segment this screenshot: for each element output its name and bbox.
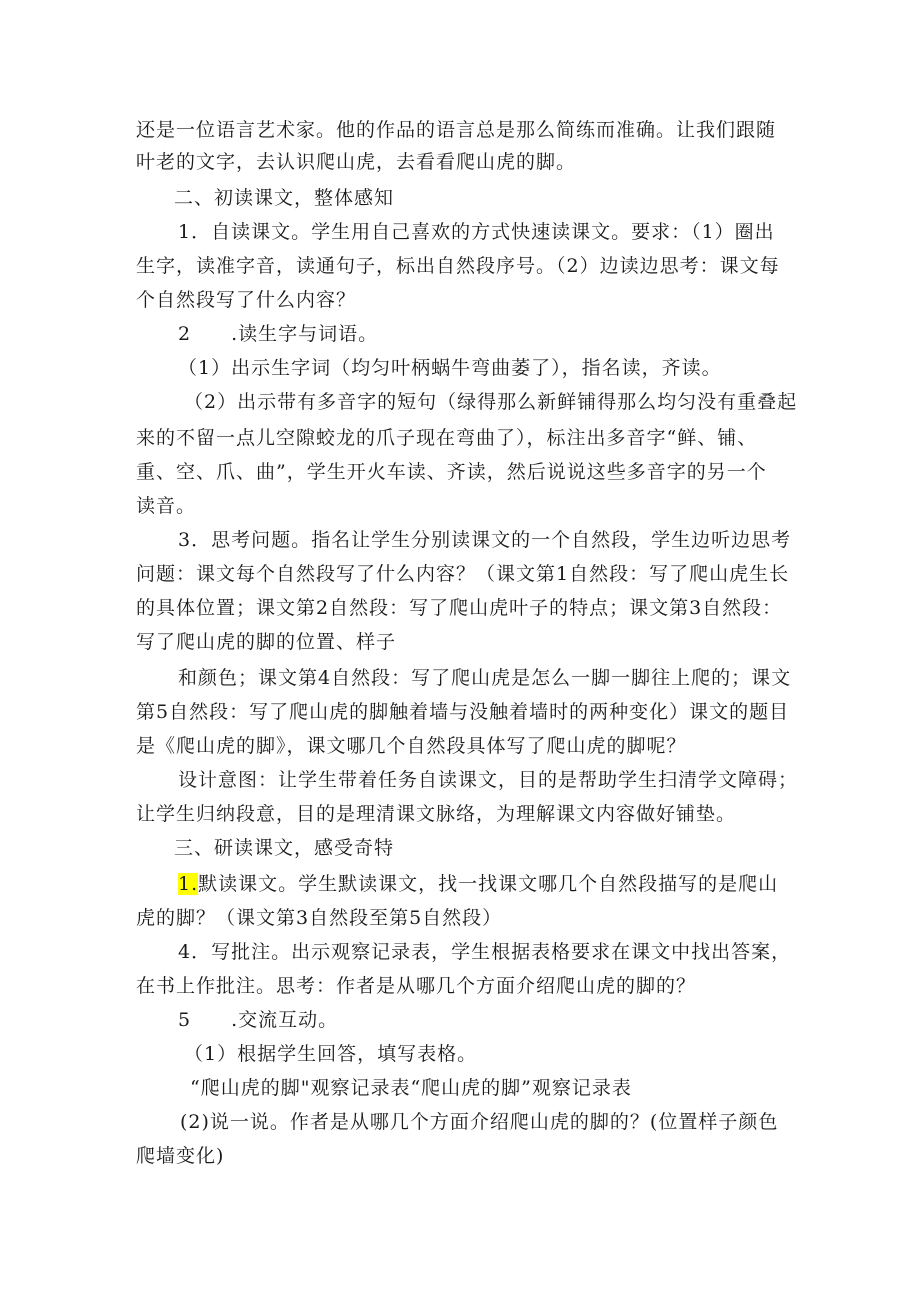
text-line-12: 读音。: [136, 495, 197, 517]
text-line-4: 1．自读课文。学生用自己喜欢的方式快速读课文。要求：（1）圈出: [178, 221, 775, 243]
text-line-27: 5 .交流互动。: [178, 1009, 339, 1031]
text-line-6: 个自然段写了什么内容？: [136, 289, 357, 311]
text-line-16: 写了爬山虎的脚的位置、样子: [136, 631, 397, 653]
text-line-5: 生字，读准字音，读通句子，标出自然段序号。（2）边读边思考：课文每: [136, 255, 780, 277]
text-line-8: （1）出示生字词（均匀叶柄蜗牛弯曲萎了），指名读，齐读。: [178, 357, 722, 379]
text-line-7: 2 .读生字与词语。: [178, 323, 379, 345]
text-line-17: 和颜色；课文第4自然段：写了爬山虎是怎么一脚一脚往上爬的；课文: [178, 667, 792, 689]
text-line-23: [178, 872, 778, 896]
text-line-18: 第5自然段：写了爬山虎的脚触着墙与没触着墙时的两种变化）课文的题目: [136, 701, 790, 723]
text-line-28: （1）根据学生回答，填写表格。: [184, 1043, 478, 1065]
text-line-9: （2）出示带有多音字的短句（绿得那么新鲜铺得那么均匀没有重叠起: [184, 391, 798, 413]
text-line-10: 来的不留一点儿空隙蛟龙的爪子现在弯曲了），标注出多音字“鲜、铺、: [136, 427, 758, 449]
text-line-25: 4．写批注。出示观察记录表，学生根据表格要求在课文中找出答案，: [178, 941, 792, 963]
section-heading-3: 三、研读课文，感受奇特: [174, 837, 395, 859]
text-line-30: (2)说一说。作者是从哪几个方面介绍爬山虎的脚的？(位置样子颜色: [180, 1111, 779, 1133]
text-line-20: 设计意图：让学生带着任务自读课文，目的是帮助学生扫清学文障碍；: [178, 769, 799, 791]
text-line-31: 爬墙变化): [136, 1145, 225, 1167]
text-line-21: 让学生归纳段意，目的是理清课文脉络，为理解课文内容做好铺垫。: [136, 803, 737, 825]
section-heading-2: 二、初读课文，整体感知: [174, 187, 395, 209]
highlighted-number: 1.: [178, 873, 199, 895]
text-line-1: 还是一位语言艺术家。他的作品的语言总是那么简练而准确。让我们跟随: [136, 119, 777, 141]
text-line-11: 重、空、爪、曲”，学生开火车读、齐读，然后说说这些多音字的另一个: [136, 461, 767, 483]
text-line-26: 在书上作批注。思考：作者是从哪几个方面介绍爬山虎的脚的？: [136, 975, 697, 997]
text-line-13: 3．思考问题。指名让学生分别读课文的一个自然段，学生边听边思考: [178, 529, 792, 551]
text-line-19: 是《爬山虎的脚》，课文哪几个自然段具体写了爬山虎的脚呢？: [136, 735, 687, 757]
text-line-23-content: 默读课文。学生默读课文，找一找课文哪几个自然段描写的是爬山: [198, 873, 779, 895]
text-line-14: 问题：课文每个自然段写了什么内容？（课文第1自然段：写了爬山虎生长: [136, 563, 790, 585]
text-line-2: 叶老的文字，去认识爬山虎，去看看爬山虎的脚。: [136, 151, 577, 173]
text-line-15: 的具体位置；课文第2自然段：写了爬山虎叶子的特点；课文第3自然段：: [136, 597, 783, 619]
table-caption: “爬山虎的脚"观察记录表“爬山虎的脚”观察记录表: [190, 1077, 632, 1099]
text-line-24: 虎的脚？（课文第3自然段至第5自然段）: [136, 907, 503, 929]
